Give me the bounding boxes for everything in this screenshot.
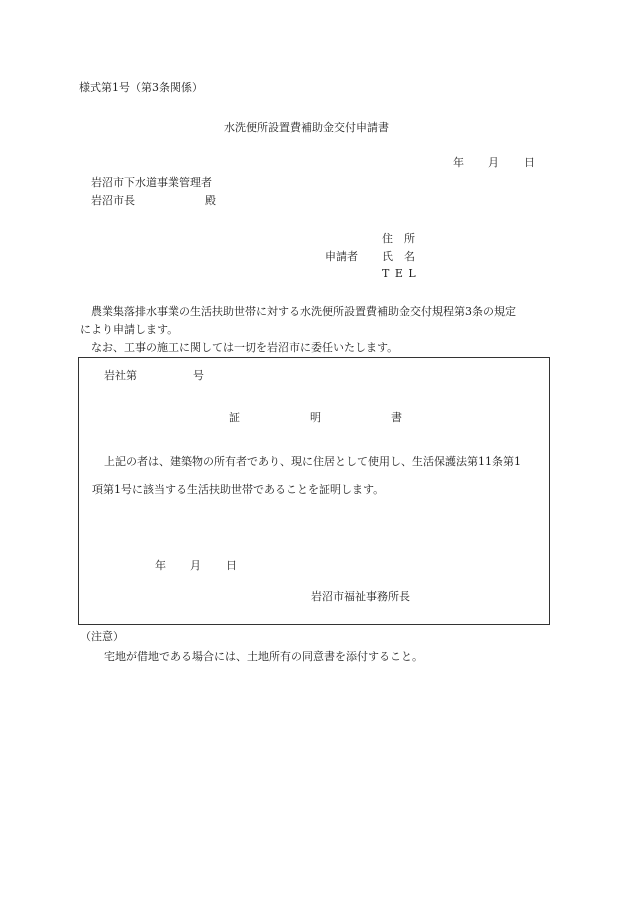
certificate-text-line2: 項第1号に該当する生活扶助世帯であることを証明します。 xyxy=(92,483,385,496)
certificate-number-suffix: 号 xyxy=(193,369,204,382)
body-line3: なお、工事の施工に関しては一切を岩沼市に委任いたします。 xyxy=(91,341,399,354)
certificate-title-char-1: 証 xyxy=(229,411,240,424)
date-day-label: 日 xyxy=(524,156,535,169)
addressee-line2: 岩沼市長 xyxy=(91,194,135,207)
certificate-text-line1: 上記の者は、建築物の所有者であり、現に住居として使用し、生活保護法第11条第1 xyxy=(104,455,521,468)
note-heading: （注意） xyxy=(80,630,124,643)
certificate-number-prefix: 岩社第 xyxy=(104,369,137,382)
applicant-tel-label: T E L xyxy=(382,267,417,280)
note-text: 宅地が借地である場合には、土地所有の同意書を添付すること。 xyxy=(104,650,423,663)
certificate-date-year: 年 xyxy=(155,559,166,572)
date-month-label: 月 xyxy=(488,156,499,169)
applicant-address-label: 住 所 xyxy=(382,232,415,245)
addressee-honorific: 殿 xyxy=(205,194,216,207)
applicant-name-label: 氏 名 xyxy=(382,250,415,263)
certificate-date-month: 月 xyxy=(190,559,201,572)
certificate-title-char-2: 明 xyxy=(310,411,321,424)
certificate-issuer: 岩沼市福祉事務所長 xyxy=(311,590,410,603)
document-title: 水洗便所設置費補助金交付申請書 xyxy=(224,121,389,134)
certificate-title-char-3: 書 xyxy=(391,411,402,424)
date-year-label: 年 xyxy=(453,156,464,169)
body-line1: 農業集落排水事業の生活扶助世帯に対する水洗便所設置費補助金交付規程第3条の規定 xyxy=(91,305,516,318)
body-line2: により申請します。 xyxy=(80,323,179,336)
certificate-date-day: 日 xyxy=(226,559,237,572)
form-number: 様式第1号（第3条関係） xyxy=(79,81,203,94)
applicant-label: 申請者 xyxy=(325,250,358,263)
addressee-line1: 岩沼市下水道事業管理者 xyxy=(91,176,212,189)
